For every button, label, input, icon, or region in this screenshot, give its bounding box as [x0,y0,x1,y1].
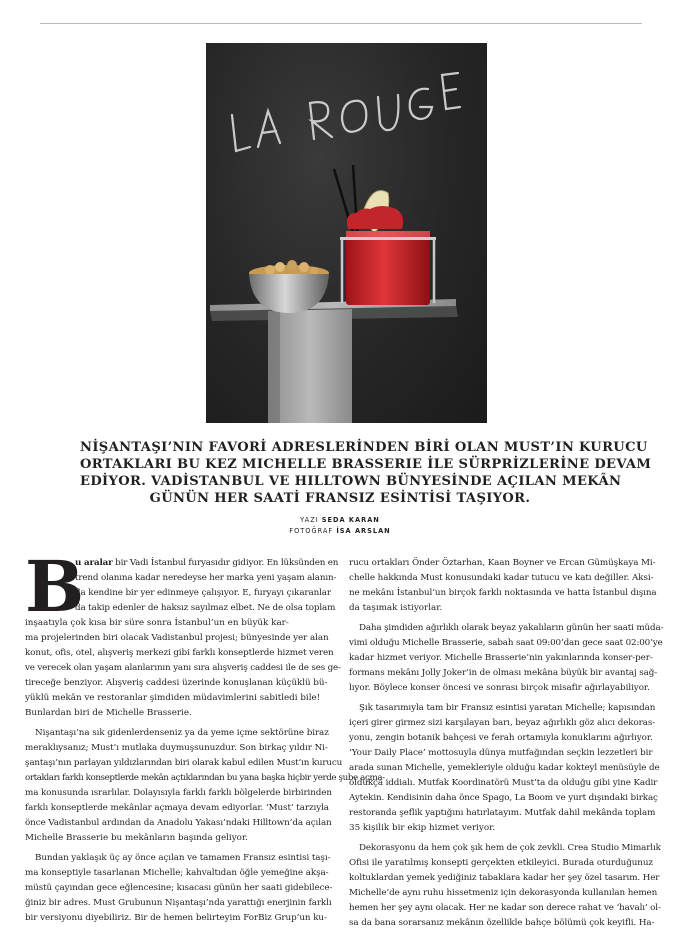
body-text: Nişantaşı’na sık gidenlerdenseniz ya da yeme içme sektörüne biraz [35,728,329,738]
body-text: trend olanına kadar neredeyse her marka yeni yaşam alanın- [75,573,337,583]
body-text: inşaatıyla çok kısa bir süre sonra İstanbul’un en büyük kar- [25,618,289,628]
body-line [349,791,658,806]
body-line [349,716,656,731]
body-text: Bundan yaklaşık üç ay önce açılan ve tamamen Fransız esintisi taşı- [35,853,331,863]
body-text: vimi olduğu Michelle Brasserie, sabah saat 09:00’dan gece saat 02:00’ye [349,638,663,648]
body-line [25,646,334,661]
headline [80,439,652,507]
drop-cap: B [25,545,85,628]
body-text: ‘Your Daily Place’ mottosuyla dünya mutfağından seçkin lezzetleri bir [349,748,653,758]
body-line [25,676,328,691]
body-text: Michelle’de aynı ruhu hissetmeniz için dekorasyonda kullanılan hemen [349,888,658,898]
body-line [349,746,653,761]
body-line [25,911,327,926]
body-line [349,821,643,836]
body-text: önce Vadistanbul ardından da Anadolu Yakası’ndaki Hilltown’da açılan [25,818,332,828]
headline-line: NİŞANTAŞI’NIN FAVORİ ADRESLERİNDEN BİRİ OLAN MUST’IN KURUCU [80,440,648,455]
body-line [349,776,658,791]
body-text: oldukça iddialı. Mutfak Koordinatörü Must’ta da olduğu gibi yine Kadir [349,778,658,788]
body-line [349,761,660,776]
body-line [25,691,319,706]
body-text: içeri girer girmez sizi karşılayan barı, beyaz ağırlıklı göz alıcı dekoras- [349,718,656,728]
body-line [25,706,319,721]
body-text: formans mekânı Jolly Joker’in de olması mekâna büyük bir avantaj sağ- [349,668,658,678]
body-text: da taşımak istiyorlar. [349,603,443,613]
headline-line: GÜNÜN HER SAATİ FRANSIZ ESİNTİSİ TAŞIYOR. [149,491,531,506]
body-line [25,866,329,881]
body-line [25,816,332,831]
body-text: bir versiyonu diyebiliriz. Bir de hemen belirteyim ForBiz Grup’un ku- [25,913,327,923]
body-line [349,666,658,681]
body-text: kadar hizmet veriyor. Michelle Brasserie’nin yakınlarında konser-per- [349,653,653,663]
body-text: Dekorasyonu da hem çok şık hem de çok zevkli. Crea Studio Mimarlık [359,843,661,853]
body-line [349,556,656,571]
body-line [349,871,660,886]
photo-credit [0,527,680,535]
body-line [349,621,664,636]
body-text: sa da bana sorarsanız mekânın özellikle bahçe bölümü çok keyifli. Ha- [349,918,655,928]
body-text: Michelle Brasserie bu mekânların başında geliyor. [25,833,248,843]
body-text: müstü çayından gece eğlencesine; kısacası günün her saati gidebilece- [25,883,333,893]
body-line [349,681,650,696]
body-text: ma konusunda ısrarlılar. Dolayısıyla farklı farklı bölgelerde birbirinden [25,788,332,798]
body-text: Daha şimdiden ağırlıklı olarak beyaz yakalıların günün her saati müda- [359,623,664,633]
body-text: yüklü mekân ve restoranlar şimdiden müdavimlerini sabitledi bile! [25,693,321,703]
writer-credit [0,516,680,524]
body-line [25,896,332,911]
body-line [25,631,329,646]
body-text: ve verecek olan yaşam alanlarının yanı sıra alışveriş caddesi ile de ses ge- [25,663,341,673]
body-text: tireceğe benziyor. Alışveriş caddesi üzerinde konuşlanan küçüklü bü- [25,678,328,688]
body-line [349,651,653,666]
body-line [349,571,654,586]
body-text: ne mekânı İstanbul’un birçok farklı noktasında ve hatta İstanbul dışına [349,588,657,598]
body-text: 35 kişilik bir ekip hizmet veriyor. [349,823,496,833]
body-text: da takip edenler de haksız sayılmaz elbet. Ne de olsa toplam [75,603,336,613]
headline-line: EDİYOR. VADİSTANBUL VE HILLTOWN BÜNYESİNDE AÇILAN MEKÂN [80,474,622,489]
cocktail-photo [206,43,487,423]
body-text: hemen her şey aynı olacak. Her ne kadar son derece rahat ve ‘havalı’ ol- [349,903,661,913]
body-text: ortakları farklı konseptlerde mekân açtıklarından bu yana başka hiçbir yerde şube açma- [25,773,385,783]
body-text: koltuklardan yemek yediğiniz tabaklara kadar her şey özel tasarım. Her [349,873,660,883]
body-line [25,661,341,676]
body-line [349,636,663,651]
body-text: ma projelerinden biri olacak Vadistanbul projesi; bünyesinde yer alan [25,633,329,643]
body-line [25,831,319,846]
body-text: Ofisi ile yaratılmış konsepti gerçekten etkileyici. Burada oturduğunuz [349,858,653,868]
body-line [25,741,328,756]
body-text: farklı konseptlerde mekânlar açmaya devam ediyorlar. ‘Must’ tarzıyla [25,803,329,813]
headline-line: ORTAKLARI BU KEZ MICHELLE BRASSERIE İLE SÜRPRİZLERİNE DEVAM [80,457,652,472]
body-line [25,786,332,801]
body-text: Bunlardan biri de Michelle Brasserie. [25,708,192,718]
body-line [349,731,653,746]
body-line [349,841,661,856]
body-line [349,856,653,871]
body-text: da kendine bir yer edinmeye çalışıyor. E, furyayı çıkaranlar [75,588,331,598]
body-line [25,801,329,816]
body-line [349,886,658,901]
chalk-lettering [232,73,460,151]
body-line [349,586,657,601]
writer-label: YAZI [300,516,319,524]
body-line [25,881,333,896]
body-text: ğiniz bir adres. Must Grubunun Nişantaşı’nda yarattığı enerjinin farklı [25,898,332,908]
article-column-left [25,545,385,926]
photographer-name: İSA ARSLAN [336,527,391,535]
body-line [25,851,331,866]
red-cocktail-glass [340,206,436,305]
photo-label: FOTOĞRAF [289,527,334,535]
body-text: bir Vadi İstanbul furyasıdır gidiyor. En lüksünden en [112,558,339,568]
body-text: meraklıysanız; Must’ı mutlaka duymuşsunuzdur. Son birkaç yıldır Ni- [25,743,328,753]
body-line [349,916,655,931]
article-column-right [349,556,664,931]
top-rule [40,23,642,24]
body-line [349,601,643,616]
body-line [349,901,661,916]
body-line [25,726,329,741]
body-text: yonu, zengin botanik bahçesi ve ferah ortamıyla konuklarını ağırlıyor. [349,733,653,743]
writer-name: SEDA KARAN [321,516,380,524]
body-text: lıyor. Böylece konser öncesi ve sonrası birçok misafir ağırlayabiliyor. [349,683,650,693]
body-line [25,771,385,786]
body-text: chelle hakkında Must konusundaki kadar tutucu ve katı değiller. Aksi- [349,573,654,583]
body-text: ma konseptiyle tasarlanan Michelle; kahvaltıdan öğle yemeğine akşa- [25,868,329,878]
body-text: restoranda şeflik yaptığını hatırlatayım. Mutfak dahil mekânda toplam [349,808,656,818]
body-line [349,701,656,716]
body-text: Şık tasarımıyla tam bir Fransız esintisi yaratan Michelle; kapısından [359,703,656,713]
body-line [25,756,343,771]
body-text: Aytekin. Kendisinin daha önce Spago, La Boom ve yurt dışındaki birkaç [349,793,658,803]
body-text: konut, ofis, otel, alışveriş merkezi gibi farklı konseptlerde hizmet veren [25,648,334,658]
body-text: rucu ortakları Önder Öztarhan, Kaan Boyner ve Ercan Gümüşkaya Mi- [349,558,656,568]
lead-in: u aralar [75,558,113,568]
body-line [349,806,656,821]
body-text: şantaşı’nın parlayan yıldızlarından biri olarak kabul edilen Must’ın kurucu [25,758,343,768]
body-text: arada sunan Michelle, yemekleriyle olduğu kadar kokteyl menüsüyle de [349,763,660,773]
